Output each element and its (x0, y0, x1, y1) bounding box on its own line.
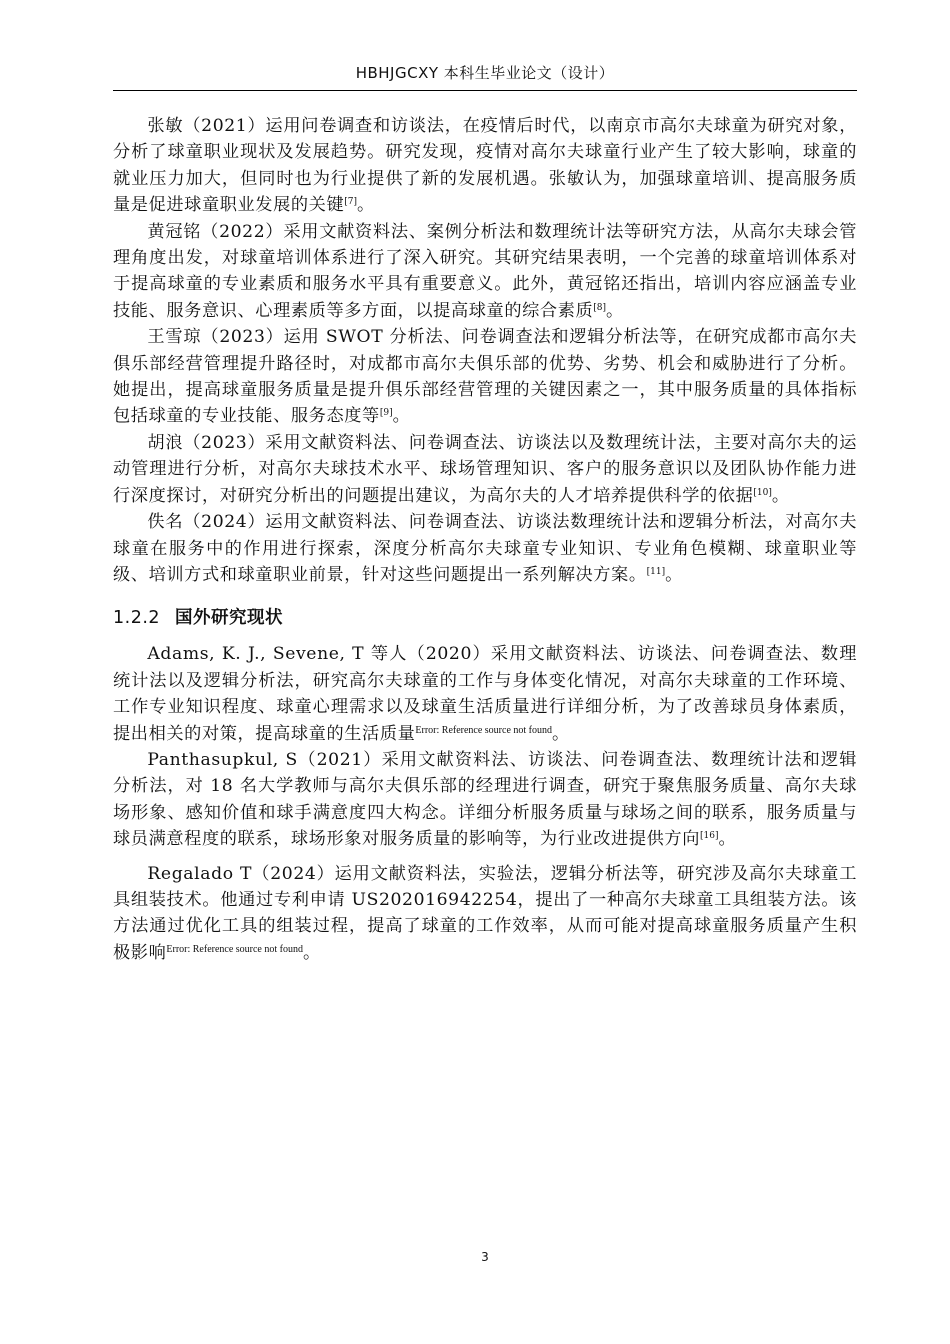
citation-error: Error: Reference source not found (415, 724, 552, 736)
header-rule (113, 90, 857, 91)
paragraph-end: 。 (771, 485, 790, 506)
paragraph-end: 。 (665, 564, 683, 585)
paragraph-end: 。 (357, 195, 375, 216)
paragraph-adams (113, 641, 857, 747)
section-heading (113, 604, 857, 629)
paragraph-regalado (113, 861, 857, 967)
citation: [9] (379, 408, 393, 419)
paragraph-text: 佚名（2024）运用文献资料法、问卷调查法、访谈法数理统计法和逻辑分析法，对高尔夫球童在服务中的作用进行探索，深度分析高尔夫球童专业知识、专业角色模糊、球童职业等级、培训方式和球童职业前景，针对这些问题提出一系列解决方案。 (113, 512, 857, 585)
page-header: HBHJGCXY 本科生毕业论文（设计） (355, 64, 615, 82)
paragraph-text: 张敏（2021）运用问卷调查和访谈法，在疫情后时代，以南京市高尔夫球童为研究对象，分析了球童职业现状及发展趋势。研究发现，疫情对高尔夫球童行业产生了较大影响，球童的就业压力加大，但同时也为行业提供了新的发展机遇。张敏认为，加强球童培训、提高服务质量是促进球童职业发展的关键 (113, 116, 857, 216)
citation: [8] (593, 302, 607, 313)
paragraph-end: 。 (302, 942, 321, 963)
section-title: 国外研究现状 (175, 608, 283, 629)
paragraph-text: 黄冠铭（2022）采用文献资料法、案例分析法和数理统计法等研究方法，从高尔夫球会管理角度出发，对球童培训体系进行了深入研究。其研究结果表明，一个完善的球童培训体系对于提高球童的专业素质和服务水平具有重要意义。此外，黄冠铭还指出，培训内容应涵盖专业技能、服务意识、心理素质等多方面，以提高球童的综合素质 (113, 221, 857, 321)
citation: [7] (344, 197, 357, 208)
paragraph-text: Regalado T（2024）运用文献资料法，实验法，逻辑分析法等，研究涉及高尔夫球童工具组装技术。他通过专利申请 US202016942254，提出了一种高尔夫球童工具组装方法。该方法通过优化工具的组装过程，提高了球童的工作效率，从而可能对提高球童服务质量产生积极影响 (113, 863, 857, 963)
paragraph-hu-lang (113, 430, 857, 509)
paragraph-end: 。 (392, 406, 411, 427)
citation: [16] (700, 831, 719, 842)
page-body (113, 113, 857, 966)
paragraph-yi-ming (113, 509, 857, 588)
paragraph-text: 胡浪（2023）采用文献资料法、问卷调查法、访谈法以及数理统计法，主要对高尔夫的运动管理进行分析，对高尔夫球技术水平、球场管理知识、客户的服务意识以及团队协作能力进行深度探讨，对研究分析出的问题提出建议，为高尔夫的人才培养提供科学的依据 (113, 432, 857, 506)
paragraph-end: 。 (718, 829, 737, 850)
paragraph-end: 。 (552, 723, 570, 744)
paragraph-end: 。 (606, 300, 624, 321)
paragraph-wang-xueqiong (113, 324, 857, 430)
citation: [11] (646, 566, 666, 577)
page-number: 3 (481, 1250, 489, 1264)
citation: [10] (753, 487, 772, 498)
paragraph-huang-guanming (113, 219, 857, 325)
citation-error: Error: Reference source not found (166, 943, 303, 955)
paragraph-text: Adams, K. J., Sevene, T 等人（2020）采用文献资料法、访谈法、问卷调查法、数理统计法以及逻辑分析法，研究高尔夫球童的工作与身体变化情况，对高尔夫球童的工作环境、工作专业知识程度、球童心理需求以及球童生活质量进行详细分析，为了改善球员身体素质，提出相关的对策，提高球童的生活质量 (113, 644, 857, 744)
paragraph-text: Panthasupkul, S（2021）采用文献资料法、访谈法、问卷调查法、数理统计法和逻辑分析法，对 18 名大学教师与高尔夫俱乐部的经理进行调查，研究于聚焦服务质量、高尔夫球场形象、感知价值和球手满意度四大构念。详细分析服务质量与球场之间的联系，服务质量与球员满意程度的联系，球场形象对服务质量的影响等，为行业改进提供方向 (113, 749, 857, 850)
paragraph-zhang-min (113, 113, 857, 219)
paragraph-panthasupkul (113, 747, 857, 853)
paragraph-text: 王雪琼（2023）运用 SWOT 分析法、问卷调查法和逻辑分析法等，在研究成都市高尔夫俱乐部经营管理提升路径时，对成都市高尔夫俱乐部的优势、劣势、机会和威胁进行了分析。她提出，提高球童服务质量是提升俱乐部经营管理的关键因素之一，其中服务质量的具体指标包括球童的专业技能、服务态度等 (113, 327, 857, 427)
section-number: 1.2.2 (113, 608, 161, 629)
